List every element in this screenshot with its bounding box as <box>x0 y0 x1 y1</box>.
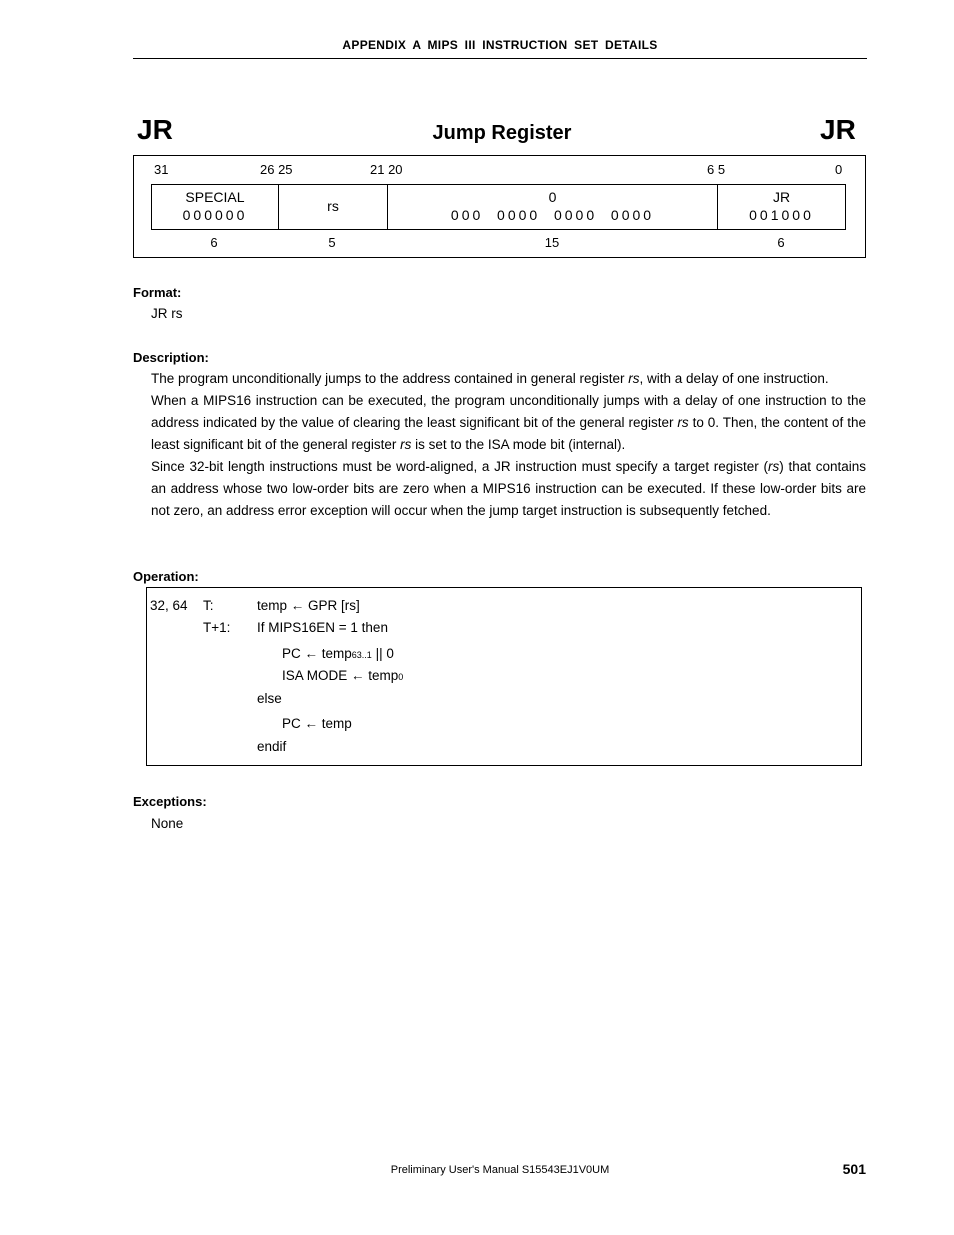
field-width-jr: 6 <box>777 235 785 250</box>
operation-box <box>146 587 862 766</box>
operation-line-6: PC ← temp <box>282 716 352 731</box>
description-paragraph-3: Since 32-bit length instructions must be word-aligned, a JR instruction must specify a target register (rs) that contains an address whose two low-order bits are zero when a MIPS16 instruction can be executed. If these low-order bits are not zero, an address error exception will occur when the jump target instruction is subsequently fetched. <box>151 459 866 518</box>
field-zero-value: 000 0000 0000 0000 <box>450 207 655 223</box>
operation-line-1: temp ← GPR [rs] <box>257 598 360 613</box>
field-rs-name: rs <box>327 198 339 214</box>
bit-number-0: 0 <box>835 162 843 177</box>
operation-line-2: If MIPS16EN = 1 then <box>257 620 388 635</box>
field-special <box>152 185 278 229</box>
field-zero-name: 0 <box>548 189 557 205</box>
operation-line-4: ISA MODE ← temp0 <box>282 668 404 683</box>
format-heading: Format: <box>133 285 182 300</box>
operation-line-7: endif <box>257 739 287 754</box>
description-paragraph-2: When a MIPS16 instruction can be executed, the program unconditionally jumps with a delay of one instruction to the address indicated by the value of clearing the least significant bit of the general register rs to 0. Then, the content of the least significant bit of the general register rs is set to the ISA mode bit (internal). <box>151 393 866 452</box>
description-paragraph-1: The program unconditionally jumps to the address contained in general register rs, with a delay of one instruction. <box>151 371 829 386</box>
field-zero <box>387 185 717 229</box>
exceptions-heading: Exceptions: <box>133 794 207 809</box>
bit-number-6-5: 6 5 <box>707 162 726 177</box>
field-jr <box>717 185 845 229</box>
header-rule <box>133 58 867 59</box>
field-jr-value: 001000 <box>749 207 814 223</box>
instruction-fields <box>151 184 846 230</box>
field-width-zero: 15 <box>544 235 560 250</box>
footer-manual-title: Preliminary User's Manual S15543EJ1V0UM <box>390 1164 610 1176</box>
field-special-value: 000000 <box>182 207 248 223</box>
field-width-special: 6 <box>210 235 218 250</box>
operation-t1-label: T+1: <box>203 620 231 635</box>
description-heading: Description: <box>133 350 209 365</box>
page-number: 501 <box>842 1161 866 1177</box>
format-text: JR rs <box>151 306 183 321</box>
bit-number-21-20: 21 20 <box>370 162 403 177</box>
mnemonic-left: JR <box>137 114 173 145</box>
operation-t-label: T: <box>203 598 214 613</box>
running-header: APPENDIX A MIPS III INSTRUCTION SET DETAILS <box>342 38 658 52</box>
field-width-rs: 5 <box>328 235 336 250</box>
instruction-title: Jump Register <box>432 122 572 144</box>
bit-number-26-25: 26 25 <box>260 162 293 177</box>
field-jr-name: JR <box>772 189 791 205</box>
bit-number-31: 31 <box>154 162 169 177</box>
operation-line-3: PC ← temp63..1 || 0 <box>282 646 394 661</box>
field-rs <box>278 185 387 229</box>
operation-mode: 32, 64 <box>150 598 188 613</box>
operation-line-5: else <box>257 691 282 706</box>
mnemonic-right: JR <box>820 114 856 145</box>
operation-heading: Operation: <box>133 569 199 584</box>
field-special-name: SPECIAL <box>185 189 245 205</box>
exceptions-text: None <box>151 816 184 831</box>
